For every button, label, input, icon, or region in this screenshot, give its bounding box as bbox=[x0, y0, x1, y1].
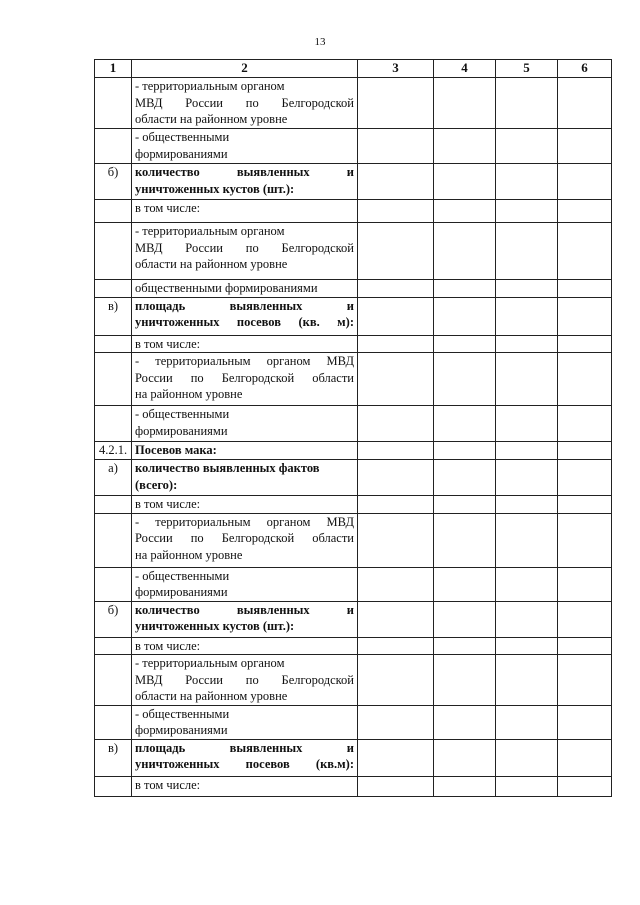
value-cell-col-6 bbox=[558, 601, 612, 637]
value-cell-col-4 bbox=[434, 280, 496, 298]
value-cell-col-6 bbox=[558, 637, 612, 655]
indicator-text-cell bbox=[132, 460, 358, 496]
value-cell-col-6 bbox=[558, 78, 612, 129]
value-cell-col-3 bbox=[358, 223, 434, 280]
value-cell-col-5 bbox=[496, 776, 558, 796]
indicator-text-line: количество выявленных и bbox=[135, 165, 354, 179]
value-cell-col-5 bbox=[496, 297, 558, 335]
value-cell-col-4 bbox=[434, 335, 496, 353]
indicator-text-cell bbox=[132, 335, 358, 353]
value-cell-col-4 bbox=[434, 513, 496, 567]
indicator-text-line: формированиями bbox=[135, 423, 228, 438]
value-cell-col-5 bbox=[496, 353, 558, 406]
value-cell-col-4 bbox=[434, 739, 496, 776]
value-cell-col-3 bbox=[358, 637, 434, 655]
indicator-text-cell bbox=[132, 496, 358, 514]
value-cell-col-5 bbox=[496, 655, 558, 706]
value-cell-col-4 bbox=[434, 655, 496, 706]
value-cell-col-6 bbox=[558, 739, 612, 776]
indicator-text-line: формированиями bbox=[135, 723, 228, 737]
row-number-cell bbox=[95, 280, 132, 298]
value-cell-col-6 bbox=[558, 129, 612, 164]
indicator-text-line: Посевов мака: bbox=[135, 443, 217, 457]
table-row bbox=[95, 200, 612, 223]
column-header-4: 4 bbox=[434, 60, 496, 78]
row-number-cell bbox=[95, 129, 132, 164]
indicator-text-cell bbox=[132, 129, 358, 164]
indicator-text-line: - общественными bbox=[135, 706, 230, 721]
value-cell-col-4 bbox=[434, 442, 496, 460]
value-cell-col-4 bbox=[434, 637, 496, 655]
value-cell-col-5 bbox=[496, 601, 558, 637]
value-cell-col-3 bbox=[358, 78, 434, 129]
table-row bbox=[95, 567, 612, 601]
table-row bbox=[95, 353, 612, 406]
value-cell-col-3 bbox=[358, 335, 434, 353]
value-cell-col-4 bbox=[434, 601, 496, 637]
column-header-3: 3 bbox=[358, 60, 434, 78]
value-cell-col-6 bbox=[558, 567, 612, 601]
value-cell-col-4 bbox=[434, 406, 496, 442]
row-number-cell bbox=[95, 513, 132, 567]
indicator-text-line: МВД России по Белгородской bbox=[135, 95, 354, 110]
value-cell-col-3 bbox=[358, 280, 434, 298]
value-cell-col-3 bbox=[358, 739, 434, 776]
indicator-text-cell bbox=[132, 78, 358, 129]
value-cell-col-3 bbox=[358, 513, 434, 567]
value-cell-col-3 bbox=[358, 406, 434, 442]
value-cell-col-6 bbox=[558, 513, 612, 567]
row-number-cell bbox=[95, 705, 132, 739]
value-cell-col-6 bbox=[558, 353, 612, 406]
value-cell-col-6 bbox=[558, 655, 612, 706]
indicator-text-cell bbox=[132, 406, 358, 442]
indicator-text-line: области на районном уровне bbox=[135, 257, 288, 271]
row-number-cell bbox=[95, 496, 132, 514]
table-row bbox=[95, 164, 612, 200]
table-row bbox=[95, 496, 612, 514]
indicator-text-line: в том числе: bbox=[135, 497, 201, 511]
indicator-text-line: в том числе: bbox=[135, 638, 201, 653]
indicator-text-cell bbox=[132, 353, 358, 406]
row-number-cell bbox=[95, 78, 132, 129]
indicator-text-line: в том числе: bbox=[135, 777, 201, 792]
value-cell-col-5 bbox=[496, 496, 558, 514]
indicator-text-cell bbox=[132, 442, 358, 460]
value-cell-col-6 bbox=[558, 200, 612, 223]
row-number-cell bbox=[95, 335, 132, 353]
value-cell-col-6 bbox=[558, 164, 612, 200]
indicator-text-line: - территориальным органом МВД bbox=[135, 354, 354, 368]
value-cell-col-6 bbox=[558, 335, 612, 353]
row-number-cell bbox=[95, 200, 132, 223]
indicator-text-line: уничтоженных посевов (кв. м): bbox=[135, 315, 354, 329]
value-cell-col-5 bbox=[496, 78, 558, 129]
indicator-text-cell bbox=[132, 567, 358, 601]
indicator-text-cell bbox=[132, 601, 358, 637]
value-cell-col-3 bbox=[358, 705, 434, 739]
indicator-text-cell bbox=[132, 655, 358, 706]
table-row bbox=[95, 637, 612, 655]
value-cell-col-4 bbox=[434, 567, 496, 601]
indicator-text-line: России по Белгородской области bbox=[135, 531, 354, 545]
row-number-cell: а) bbox=[95, 460, 132, 496]
value-cell-col-6 bbox=[558, 442, 612, 460]
table-row bbox=[95, 442, 612, 460]
indicator-text-line: на районном уровне bbox=[135, 387, 243, 401]
value-cell-col-3 bbox=[358, 442, 434, 460]
value-cell-col-4 bbox=[434, 297, 496, 335]
indicator-text-line: - территориальным органом bbox=[135, 79, 285, 93]
value-cell-col-4 bbox=[434, 460, 496, 496]
column-header-6: 6 bbox=[558, 60, 612, 78]
table-row bbox=[95, 460, 612, 496]
page-number: 13 bbox=[314, 36, 326, 48]
indicator-text-line: площадь выявленных и bbox=[135, 298, 354, 313]
value-cell-col-5 bbox=[496, 223, 558, 280]
value-cell-col-4 bbox=[434, 129, 496, 164]
value-cell-col-5 bbox=[496, 164, 558, 200]
indicator-text-line: МВД России по Белгородской bbox=[135, 672, 354, 687]
indicator-text-line: - территориальным органом bbox=[135, 656, 285, 670]
indicator-text-cell bbox=[132, 776, 358, 796]
value-cell-col-5 bbox=[496, 513, 558, 567]
column-header-1: 1 bbox=[95, 60, 132, 78]
table-row bbox=[95, 655, 612, 706]
value-cell-col-5 bbox=[496, 200, 558, 223]
table-row bbox=[95, 335, 612, 353]
row-number-cell: б) bbox=[95, 601, 132, 637]
row-number-cell: 4.2.1. bbox=[95, 442, 132, 460]
indicator-text-line: количество выявленных и bbox=[135, 602, 354, 617]
value-cell-col-4 bbox=[434, 164, 496, 200]
indicator-text-cell bbox=[132, 280, 358, 298]
indicator-text-cell bbox=[132, 223, 358, 280]
value-cell-col-6 bbox=[558, 460, 612, 496]
indicator-text-line: формированиями bbox=[135, 585, 228, 599]
indicator-text-line: на районном уровне bbox=[135, 547, 243, 562]
table-row bbox=[95, 280, 612, 298]
value-cell-col-3 bbox=[358, 164, 434, 200]
value-cell-col-6 bbox=[558, 297, 612, 335]
indicator-text-line: формированиями bbox=[135, 146, 228, 161]
value-cell-col-5 bbox=[496, 129, 558, 164]
indicator-text-line: - общественными bbox=[135, 568, 230, 583]
value-cell-col-4 bbox=[434, 223, 496, 280]
table-row bbox=[95, 297, 612, 335]
value-cell-col-5 bbox=[496, 406, 558, 442]
report-table bbox=[94, 59, 612, 797]
indicator-text-cell bbox=[132, 705, 358, 739]
row-number-cell bbox=[95, 223, 132, 280]
value-cell-col-3 bbox=[358, 655, 434, 706]
value-cell-col-6 bbox=[558, 223, 612, 280]
table-row bbox=[95, 406, 612, 442]
value-cell-col-5 bbox=[496, 442, 558, 460]
value-cell-col-3 bbox=[358, 496, 434, 514]
indicator-text-line: области на районном уровне bbox=[135, 112, 288, 126]
indicator-text-cell bbox=[132, 200, 358, 223]
value-cell-col-4 bbox=[434, 496, 496, 514]
value-cell-col-3 bbox=[358, 353, 434, 406]
value-cell-col-3 bbox=[358, 129, 434, 164]
value-cell-col-3 bbox=[358, 200, 434, 223]
value-cell-col-6 bbox=[558, 406, 612, 442]
indicator-text-line: уничтоженных кустов (шт.): bbox=[135, 181, 295, 196]
value-cell-col-5 bbox=[496, 739, 558, 776]
table-row bbox=[95, 705, 612, 739]
row-number-cell bbox=[95, 637, 132, 655]
value-cell-col-4 bbox=[434, 353, 496, 406]
indicator-text-line: - территориальным органом bbox=[135, 224, 285, 238]
value-cell-col-5 bbox=[496, 335, 558, 353]
table-row bbox=[95, 513, 612, 567]
indicator-text-line: (всего): bbox=[135, 477, 178, 492]
value-cell-col-6 bbox=[558, 776, 612, 796]
row-number-cell bbox=[95, 776, 132, 796]
table-row bbox=[95, 78, 612, 129]
table-header-row bbox=[95, 60, 612, 78]
indicator-text-line: общественными формированиями bbox=[135, 281, 318, 295]
indicator-text-line: в том числе: bbox=[135, 201, 201, 215]
value-cell-col-5 bbox=[496, 460, 558, 496]
row-number-cell bbox=[95, 655, 132, 706]
indicator-text-line: МВД России по Белгородской bbox=[135, 240, 354, 255]
value-cell-col-5 bbox=[496, 567, 558, 601]
value-cell-col-4 bbox=[434, 200, 496, 223]
indicator-text-line: - общественными bbox=[135, 407, 230, 421]
value-cell-col-3 bbox=[358, 460, 434, 496]
row-number-cell: в) bbox=[95, 739, 132, 776]
indicator-text-line: - территориальным органом МВД bbox=[135, 514, 354, 529]
value-cell-col-3 bbox=[358, 601, 434, 637]
value-cell-col-3 bbox=[358, 776, 434, 796]
row-number-cell bbox=[95, 406, 132, 442]
row-number-cell: в) bbox=[95, 297, 132, 335]
indicator-text-cell bbox=[132, 739, 358, 776]
table-row bbox=[95, 223, 612, 280]
indicator-text-cell bbox=[132, 513, 358, 567]
table-row bbox=[95, 129, 612, 164]
table-row bbox=[95, 739, 612, 776]
indicator-text-cell bbox=[132, 637, 358, 655]
indicator-text-line: - общественными bbox=[135, 130, 230, 144]
indicator-text-cell bbox=[132, 164, 358, 200]
row-number-cell: б) bbox=[95, 164, 132, 200]
table-body bbox=[95, 78, 612, 797]
value-cell-col-5 bbox=[496, 705, 558, 739]
value-cell-col-4 bbox=[434, 78, 496, 129]
indicator-text-line: области на районном уровне bbox=[135, 689, 288, 703]
value-cell-col-6 bbox=[558, 705, 612, 739]
indicator-text-line: России по Белгородской области bbox=[135, 370, 354, 385]
indicator-text-line: уничтоженных посевов (кв.м): bbox=[135, 757, 354, 771]
indicator-text-line: в том числе: bbox=[135, 336, 201, 351]
value-cell-col-4 bbox=[434, 776, 496, 796]
value-cell-col-3 bbox=[358, 297, 434, 335]
row-number-cell bbox=[95, 567, 132, 601]
value-cell-col-5 bbox=[496, 637, 558, 655]
value-cell-col-6 bbox=[558, 280, 612, 298]
value-cell-col-4 bbox=[434, 705, 496, 739]
indicator-text-cell bbox=[132, 297, 358, 335]
value-cell-col-3 bbox=[358, 567, 434, 601]
value-cell-col-5 bbox=[496, 280, 558, 298]
table-row bbox=[95, 601, 612, 637]
table-row bbox=[95, 776, 612, 796]
value-cell-col-6 bbox=[558, 496, 612, 514]
indicator-text-line: уничтоженных кустов (шт.): bbox=[135, 619, 295, 633]
column-header-2: 2 bbox=[132, 60, 358, 78]
indicator-text-line: площадь выявленных и bbox=[135, 740, 354, 755]
indicator-text-line: количество выявленных фактов bbox=[135, 461, 320, 475]
column-header-5: 5 bbox=[496, 60, 558, 78]
row-number-cell bbox=[95, 353, 132, 406]
